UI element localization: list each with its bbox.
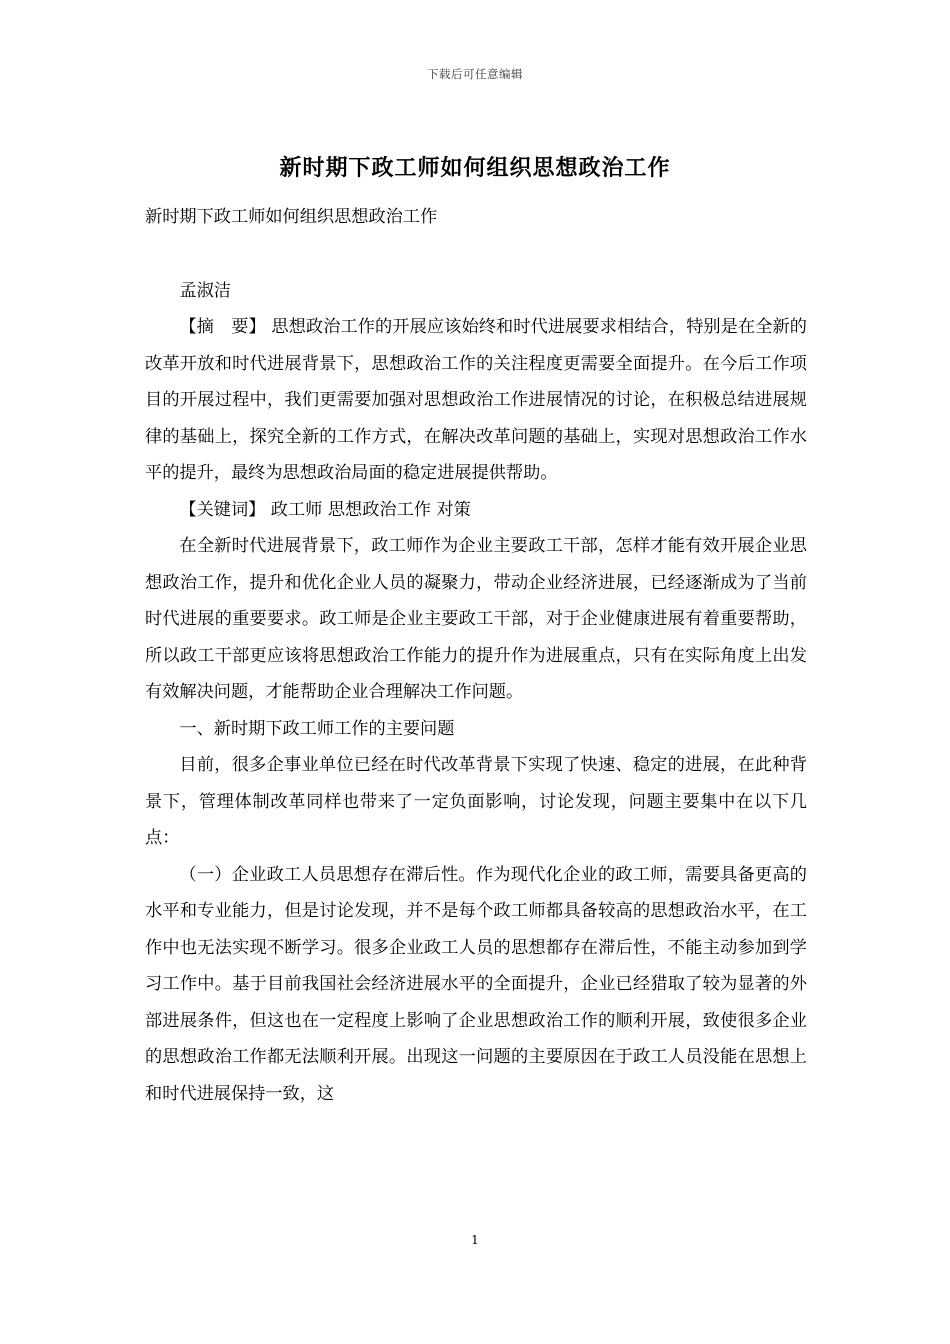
document-body [145,309,807,1112]
body-paragraph: 在全新时代进展背景下，政工师作为企业主要政工干部，怎样才能有效开展企业思想政治工作，提升和优化企业人员的凝聚力，带动企业经济进展，已经逐渐成为了当前时代进展的重要要求。政工师是企业主要政工干部，对于企业健康进展有着重要帮助，所以政工干部更应该将思想政治工作能力的提升作为进展重点，只有在实际角度上出发有效解决问题，才能帮助企业合理解决工作问题。 [145,536,807,702]
body-paragraph: 目前，很多企事业单位已经在时代改革背景下实现了快速、稳定的进展，在此种背景下，管理体制改革同样也带来了一定负面影响，讨论发现，问题主要集中在以下几点： [145,755,807,848]
header-note: 下载后可任意编辑 [427,67,523,81]
abstract-paragraph: 【摘 要】 思想政治工作的开展应该始终和时代进展要求相结合，特别是在全新的改革开放和时代进展背景下，思想政治工作的关注程度更需要全面提升。在今后工作项目的开展过程中，我们更需要加强对思想政治工作进展情况的讨论，在积极总结进展规律的基础上，探究全新的工作方式，在解决改革问题的基础上，实现对思想政治工作水平的提升，最终为思想政治局面的稳定进展提供帮助。 [145,317,807,483]
page-number: 1 [471,1233,479,1247]
body-paragraph: （一）企业政工人员思想存在滞后性。作为现代化企业的政工师，需要具备更高的水平和专业能力，但是讨论发现，并不是每个政工师都具备较高的思想政治水平，在工作中也无法实现不断学习。很多企业政工人员的思想都存在滞后性，不能主动参加到学习工作中。基于目前我国社会经济进展水平的全面提升，企业已经猎取了较为显著的外部进展条件，但这也在一定程度上影响了企业思想政治工作的顺利开展，致使很多企业的思想政治工作都无法顺利开展。出现这一问题的主要原因在于政工人员没能在思想上和时代进展保持一致，这 [145,864,807,1104]
author-name: 孟淑洁 [179,281,231,301]
section-heading: 一、新时期下政工师工作的主要问题 [179,718,455,739]
keywords-paragraph: 【关键词】 政工师 思想政治工作 对策 [179,499,471,520]
document-subtitle [145,199,807,236]
document-title: 新时期下政工师如何组织思想政治工作 [279,155,671,181]
subtitle-text: 新时期下政工师如何组织思想政治工作 [145,207,438,227]
author-block [145,273,807,310]
